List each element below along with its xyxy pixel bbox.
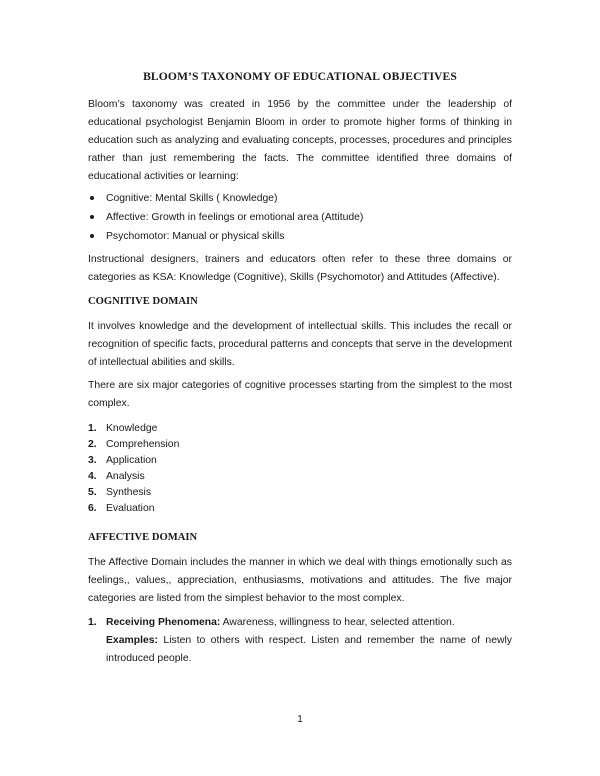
item-number: 1. (88, 617, 97, 628)
domains-list (88, 189, 363, 246)
page-number: 1 (297, 714, 303, 725)
affective-paragraph: The Affective Domain includes the manner in which we deal with things emotionally such as feelings,, values,, appreciation, enthusiasms, motivations and attitudes. The five major categories are listed from the simplest behavior to the most complex. (88, 557, 512, 604)
list-item: 4. Analysis (88, 471, 145, 482)
list-item: 2. Comprehension (88, 439, 180, 450)
affective-heading: AFFECTIVE DOMAIN (88, 532, 198, 543)
list-item: Cognitive: Mental Skills ( Knowledge) (88, 189, 363, 208)
list-item: 5. Synthesis (88, 487, 152, 498)
list-item: Psychomotor: Manual or physical skills (88, 227, 363, 246)
affective-item-1 (88, 614, 512, 668)
list-item: 3. Application (88, 455, 157, 466)
bullet-icon (90, 215, 94, 219)
cognitive-categories-intro: There are six major categories of cognitive processes starting from the simplest to the most complex. (88, 380, 512, 409)
intro-paragraph: Bloom’s taxonomy was created in 1956 by the committee under the leadership of educational psychologist Benjamin Bloom in order to promote higher forms of thinking in education such as analyzing and evaluating concepts, processes, procedures and principles rather than just remembering the facts. The committee identified three domains of educational activities or learning: (88, 99, 512, 182)
page-title: BLOOM’S TAXONOMY OF EDUCATIONAL OBJECTIVES (143, 70, 457, 83)
ksa-paragraph: Instructional designers, trainers and educators often refer to these three domains or categories as KSA: Knowledge (Cognitive), Skills (Psychomotor) and Attitudes (Affective). (88, 254, 512, 283)
examples-text: Listen to others with respect. Listen and remember the name of newly introduced people. (106, 635, 512, 664)
list-item: 6. Evaluation (88, 503, 155, 514)
cognitive-paragraph: It involves knowledge and the development of intellectual skills. This includes the recall or recognition of specific facts, procedural patterns and concepts that serve in the development of intellectual abilities and skills. (88, 321, 512, 368)
bullet-icon (90, 196, 94, 200)
list-item: Affective: Growth in feelings or emotional area (Attitude) (88, 208, 363, 227)
cognitive-categories-list (88, 421, 179, 517)
examples-label: Examples: (106, 635, 158, 646)
list-item: 1. Knowledge (88, 423, 158, 434)
bullet-icon (90, 234, 94, 238)
item-term: Receiving Phenomena: (106, 617, 221, 628)
cognitive-heading: COGNITIVE DOMAIN (88, 296, 198, 307)
item-description: Awareness, willingness to hear, selected attention. (220, 617, 455, 628)
